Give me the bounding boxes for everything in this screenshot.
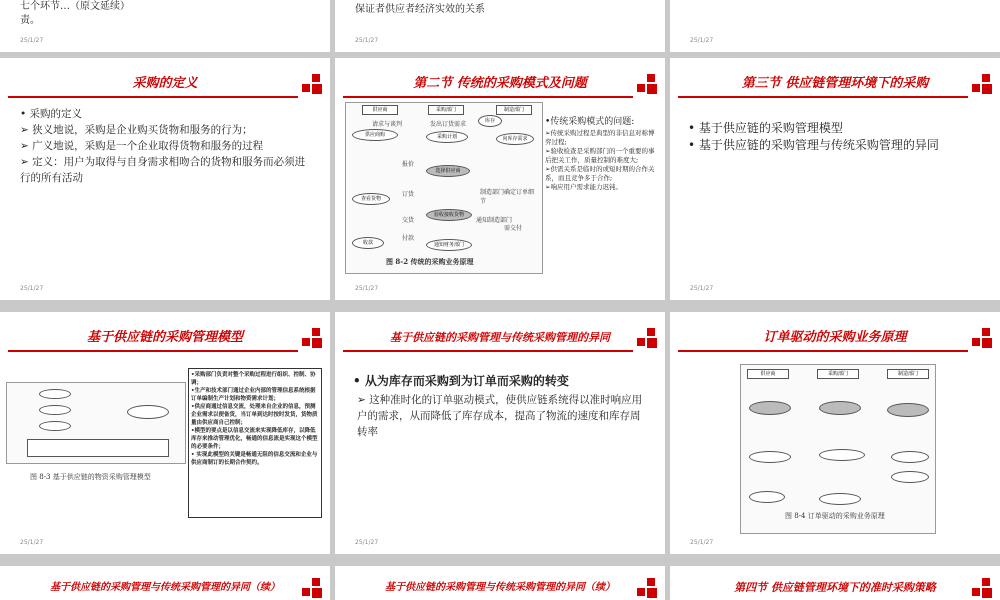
slide-date: 25/1/27 xyxy=(690,37,714,44)
header-supplier: 供应商 xyxy=(362,105,398,115)
label-negotiation: 请求与谈判 xyxy=(372,121,403,128)
oval-receive: 验收接收货物 xyxy=(426,209,472,221)
oval-plan: 采购计划 xyxy=(426,131,468,143)
oval-make xyxy=(891,451,929,463)
red-squares-icon xyxy=(633,328,659,352)
slide-order-driven[interactable] xyxy=(670,312,1000,554)
slide-title: 订单驱动的采购业务原理 xyxy=(763,330,907,345)
slide-title: 基于供应链的采购管理与传统采购管理的异同（续） xyxy=(385,582,615,593)
slide-top-3[interactable] xyxy=(670,0,1000,52)
red-squares-icon xyxy=(298,74,324,98)
red-squares-icon xyxy=(968,578,994,600)
slide-body: ➢ 这种准时化的订单驱动模式，使供应链系统得以准时响应用户的需求，从而降低了库存成本，提高了物流的速度和库存周转率 xyxy=(357,394,643,438)
slide-supply-chain-purchase[interactable] xyxy=(670,58,1000,300)
header-manufacturing: 制造部门 xyxy=(496,105,532,115)
slide-title: 第二节 传统的采购模式及问题 xyxy=(413,76,587,91)
figure-caption: 图 8-2 传统的采购业务原理 xyxy=(386,257,474,266)
title-underline xyxy=(678,350,968,352)
red-squares-icon xyxy=(968,74,994,98)
slide-body: • 基于供应链的采购管理模型 • 基于供应链的采购管理与传统采购管理的异同 xyxy=(688,121,939,152)
header-supplier: 供应商 xyxy=(747,369,789,379)
red-squares-icon xyxy=(968,328,994,352)
slide-date: 25/1/27 xyxy=(690,539,714,546)
oval-payment: 收款 xyxy=(352,237,384,249)
header-purchasing: 采购部门 xyxy=(428,105,464,115)
figure-caption: 图 8-3 基于供应链的物资采购管理模型 xyxy=(30,473,151,481)
oval-notify-finance xyxy=(819,493,861,505)
title-underline xyxy=(678,96,968,98)
slide-traditional-purchase[interactable] xyxy=(335,58,665,300)
figure-caption: 图 8-4 订单驱动的采购业务原理 xyxy=(785,512,885,520)
slide-date: 25/1/27 xyxy=(20,539,44,546)
oval-manufacturer xyxy=(127,405,169,419)
label-order: 订货 xyxy=(402,191,415,198)
red-squares-icon xyxy=(633,578,659,600)
slide-title: 基于供应链的采购管理与传统采购管理的异同（续） xyxy=(50,582,280,593)
slide-date: 25/1/27 xyxy=(20,37,44,44)
title-underline xyxy=(8,96,298,98)
slide-top-1[interactable] xyxy=(0,0,330,52)
red-squares-icon xyxy=(298,578,324,600)
label-notify-mfg: 通知制造部门 xyxy=(476,217,513,224)
oval-center xyxy=(819,449,865,461)
slide-title: 第四节 供应链管理环境下的准时采购策略 xyxy=(734,581,936,594)
oval-receive xyxy=(891,471,929,483)
oval-demand: 向库存需求 xyxy=(496,133,534,145)
oval-supplier-b xyxy=(39,405,71,415)
title-underline xyxy=(8,350,298,352)
oval-supplier-a xyxy=(39,389,71,399)
slide-title: 基于供应链的采购管理与传统采购管理的异同 xyxy=(390,331,610,344)
oval-supplier-c xyxy=(39,421,71,431)
slide-sc-model[interactable] xyxy=(0,312,330,554)
slide-date: 25/1/27 xyxy=(355,37,379,44)
oval-prepare xyxy=(749,451,791,463)
title-underline xyxy=(343,350,633,352)
oval-sales-order xyxy=(749,401,791,415)
oval-stock: 库存 xyxy=(478,115,502,127)
slide-title: 第三节 供应链管理环境下的采购 xyxy=(741,76,929,91)
oval-purchase-order xyxy=(819,401,861,415)
slide-title: 采购的定义 xyxy=(132,76,198,91)
oval-notify: 通知财务部门 xyxy=(426,239,472,251)
slide-date: 25/1/27 xyxy=(355,539,379,546)
slide-top-2[interactable] xyxy=(335,0,665,52)
slide-bottom-3[interactable] xyxy=(670,566,1000,600)
red-squares-icon xyxy=(298,328,324,352)
oval-check: 查看货物 xyxy=(352,193,390,205)
sc-model-diagram xyxy=(6,382,186,464)
label-order-detail: 制造部门确定订单细节 xyxy=(480,189,535,205)
model-explanation: •采购部门负责对整个采购过程进行组织、控制、协调； •生产和技术部门通过企业内部的管理信息系统根据订单编制生产计划和物资需求计划； •供应商通过信息交流，处理来自企业的信息，预测企业需求以便备货，当订单到达时按时发货，货物质量由供应商自己控制； •模型的要点是以信息交流来实现降低库存，以降低库存来推动管理优化，畅通的信息流是实现这个模型的必要条件； • 实现此模型的关键是畅通无阻的信息交流和企业与供应商制订的长期合作契约。 xyxy=(188,368,322,518)
oval-collect xyxy=(749,491,785,503)
slide-bottom-2[interactable] xyxy=(335,566,665,600)
slide-purchase-definition[interactable] xyxy=(0,58,330,300)
label-order-demand: 发出订货需求 xyxy=(430,121,467,128)
label-quote: 报价 xyxy=(402,161,415,168)
header-manufacturing: 制造部门 xyxy=(887,369,929,379)
slide-date: 25/1/27 xyxy=(355,285,379,292)
slide-title: 基于供应链的采购管理模型 xyxy=(86,330,243,345)
slide-date: 25/1/27 xyxy=(20,285,44,292)
label-need-deliver: 需交付 xyxy=(504,225,523,232)
title-underline xyxy=(343,96,633,98)
side-notes: •传统采购模式的问题: ➢传统采购过程是典型的非信息对称博弈过程; ➢验收检查是采购部门的一个重要的事后把关工作，质量控制的难度大; ➢供需关系是临时的或短时期的合作关系，而且竞争多于合作; ➢响应用户需求能力迟钝。 xyxy=(545,117,655,191)
slide-sc-vs-traditional[interactable] xyxy=(335,312,665,554)
slide-text: 七个环节…（原文延续） 责。 xyxy=(20,1,130,26)
slide-text: 保证者供应者经济实效的关系 xyxy=(355,4,485,15)
oval-mfg-order xyxy=(887,403,929,417)
slide-body: • 采购的定义 ➢ 狭义地说，采购是企业购买货物和服务的行为； ➢ 广义地说，采购是一个企业取得货物和服务的过程 ➢ 定义：用户为取得与自身需求相吻合的货物和服务而必须进行的所有活动 xyxy=(20,108,306,184)
slide-bottom-1[interactable] xyxy=(0,566,330,600)
label-deliver: 交货 xyxy=(402,217,415,224)
box-info-flow xyxy=(27,439,169,457)
label-pay: 付款 xyxy=(402,235,415,242)
header-purchasing: 采购部门 xyxy=(817,369,859,379)
traditional-flow-diagram xyxy=(345,102,543,274)
slide-heading: • 从为库存而采购到为订单而采购的转变 xyxy=(353,374,569,388)
oval-supplier: 供应商购 xyxy=(352,129,398,141)
order-driven-diagram xyxy=(740,364,936,534)
oval-select: 选择供应商 xyxy=(426,165,470,177)
red-squares-icon xyxy=(633,74,659,98)
slide-date: 25/1/27 xyxy=(690,285,714,292)
